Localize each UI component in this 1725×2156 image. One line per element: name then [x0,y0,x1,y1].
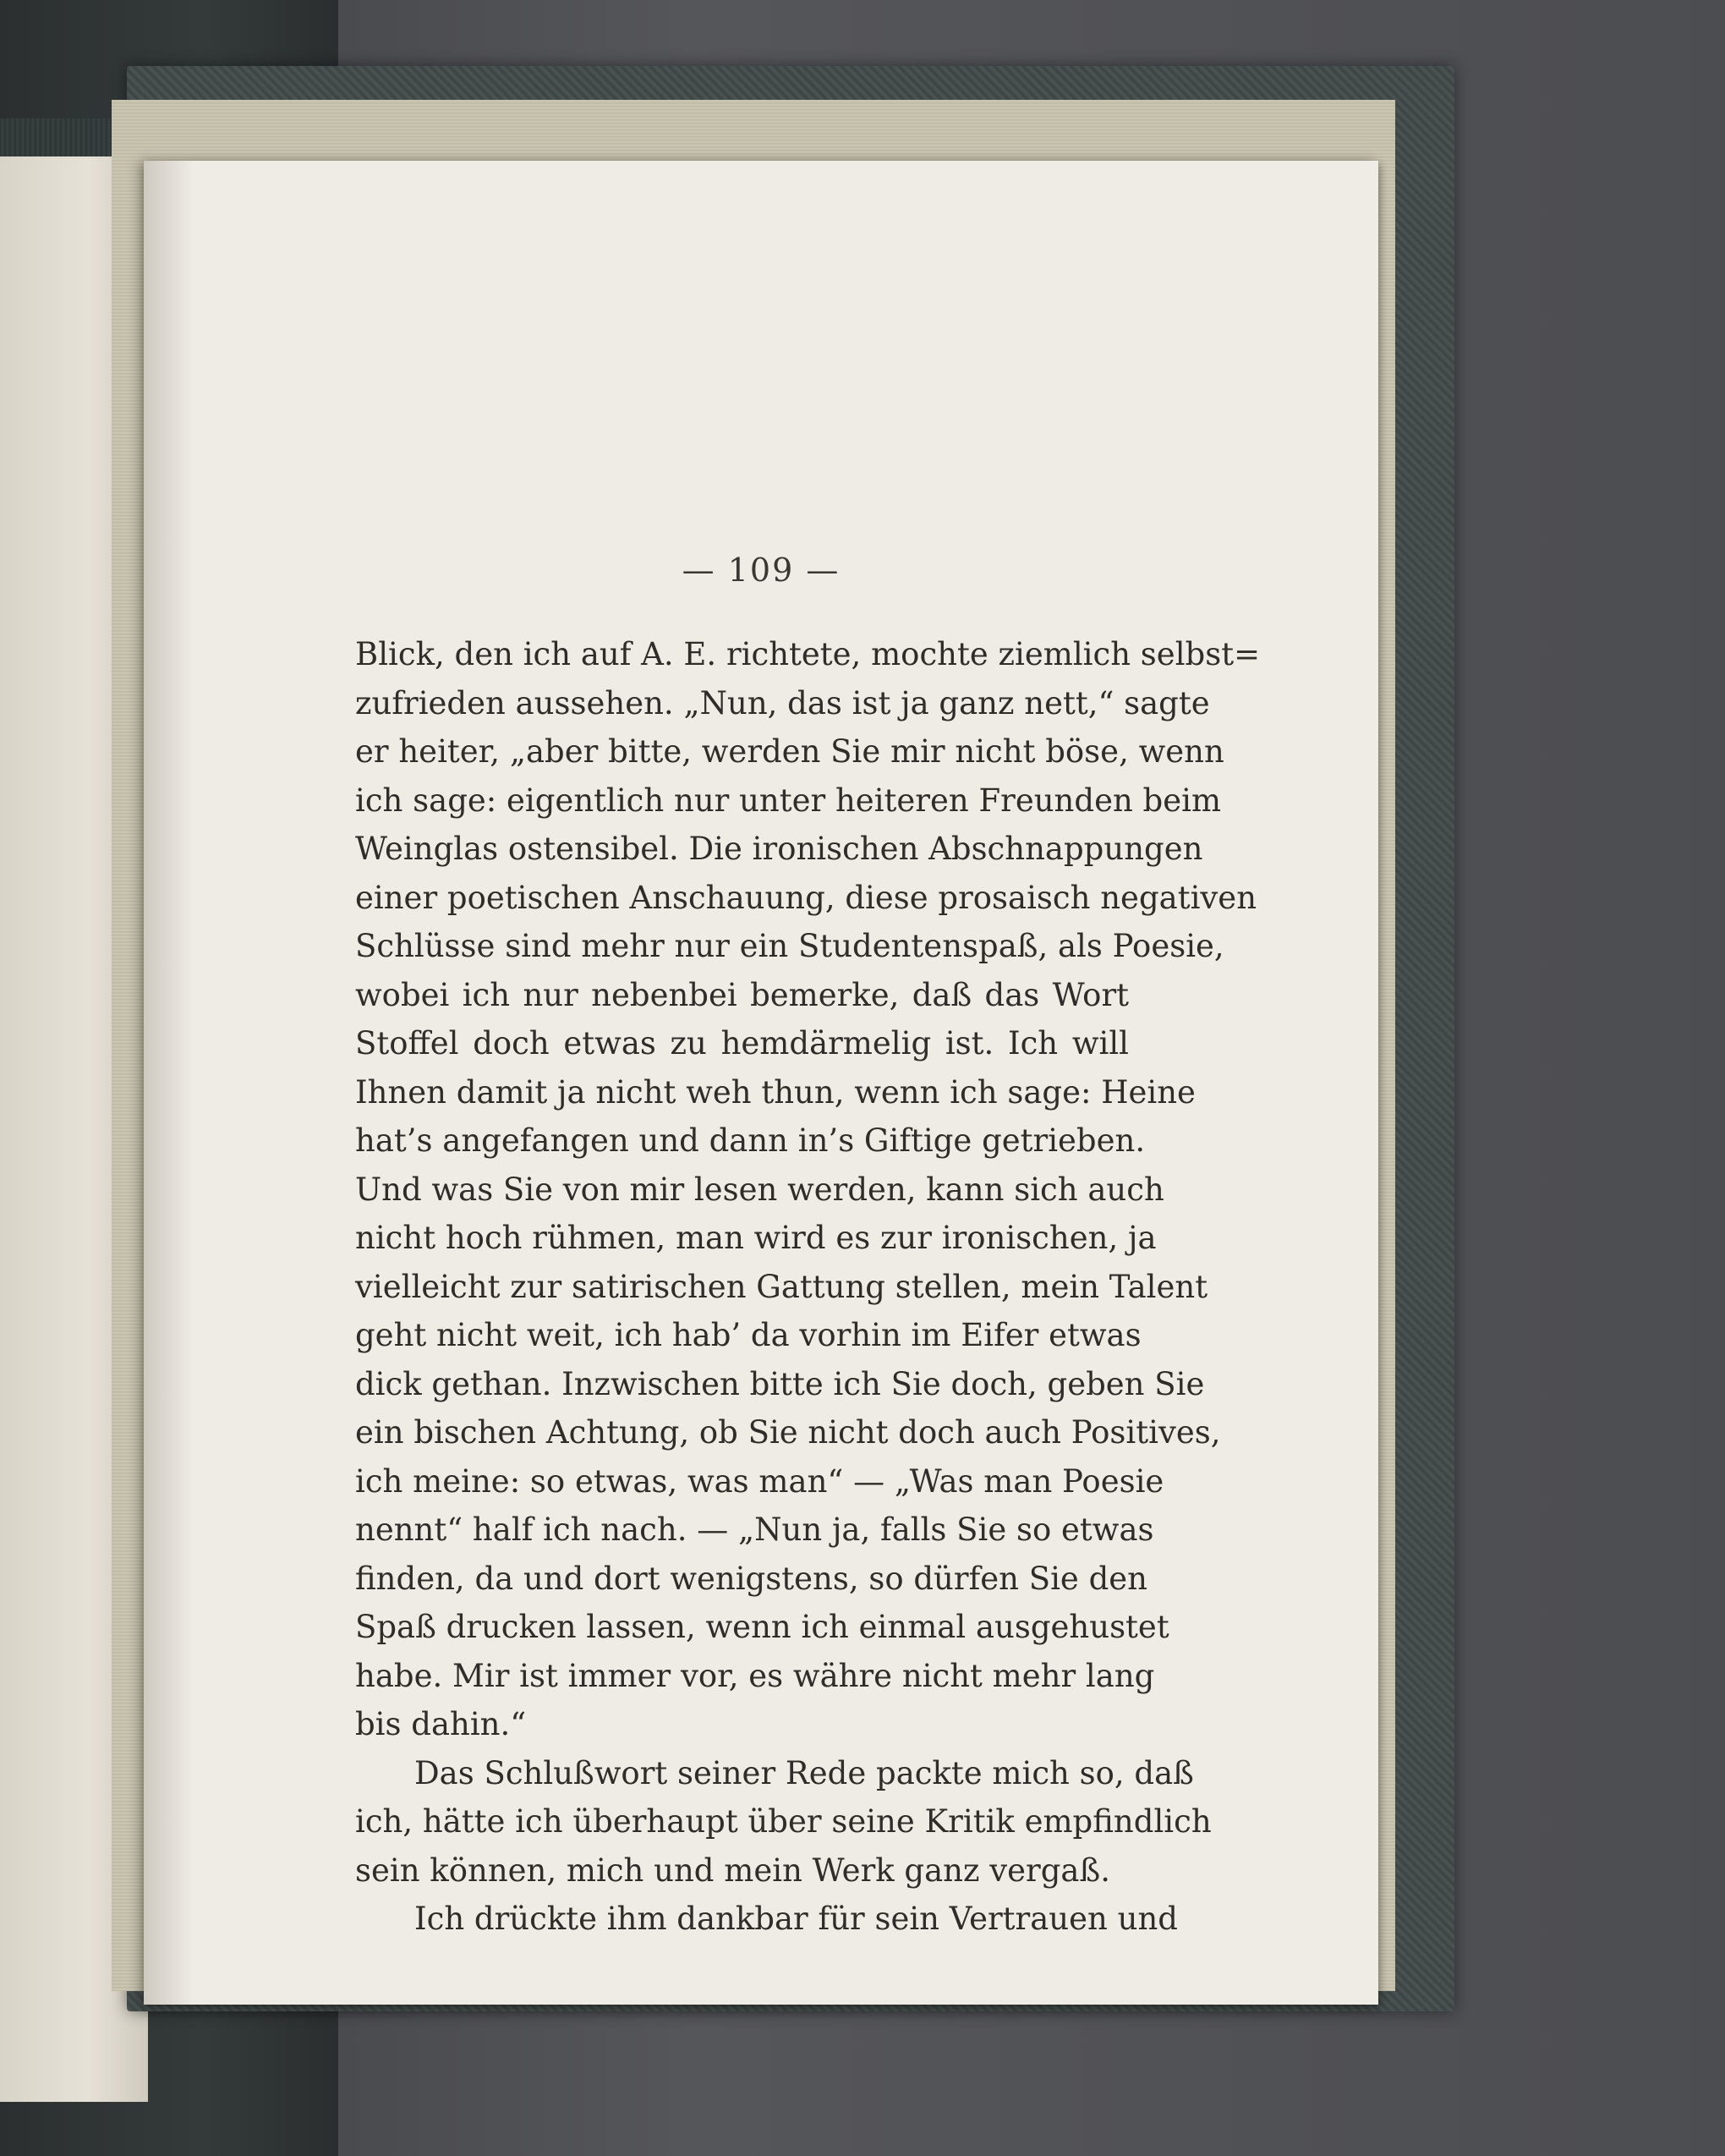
text-line: Ich drückte ihm dankbar für sein Vertrauen und [414,1901,1178,1937]
text-line: Blick, den ich auf A. E. richtete, mochte ziemlich selbst= [355,636,1261,672]
text-line: zufrieden aussehen. „Nun, das ist ja ganz nett,“ sagte [355,684,1210,721]
text-line: Und was Sie von mir lesen werden, kann sich auch [355,1171,1164,1208]
text-line: ich sage: eigentlich nur unter heiteren Freunden beim [355,782,1222,819]
text-line: hat’s angefangen und dann in’s Giftige getrieben. [355,1122,1146,1159]
text-line: habe. Mir ist immer vor, es währe nicht mehr lang [355,1657,1155,1694]
text-line: geht nicht weit, ich hab’ da vorhin im Eifer etwas [355,1317,1142,1353]
text-line: einer poetischen Anschauung, diese prosaisch negativen [355,879,1257,916]
text-line: finden, da und dort wenigstens, so dürfen Sie den [355,1560,1147,1597]
body-text [355,630,1261,1944]
text-line: wobei ich nur nebenbei bemerke, daß das Wort [355,976,1129,1013]
text-line: Weinglas ostensibel. Die ironischen Abschnappungen [355,831,1203,867]
text-line: ein bischen Achtung, ob Sie nicht doch auch Positives, [355,1414,1221,1451]
text-line: dick gethan. Inzwischen bitte ich Sie doch, geben Sie [355,1365,1205,1402]
text-line: ich, hätte ich überhaupt über seine Kritik empfindlich [355,1803,1212,1840]
text-line: Ihnen damit ja nicht weh thun, wenn ich sage: Heine [355,1073,1196,1111]
text-line: er heiter, „aber bitte, werden Sie mir nicht böse, wenn [355,733,1224,770]
text-line: nennt“ half ich nach. — „Nun ja, falls Sie so etwas [355,1511,1154,1548]
text-line: sein können, mich und mein Werk ganz vergaß. [355,1852,1110,1889]
text-line: ich meine: so etwas, was man“ — „Was man Poesie [355,1462,1164,1500]
text-line: Spaß drucken lassen, wenn ich einmal ausgehustet [355,1609,1169,1645]
book-page [144,161,1378,2005]
text-line: Das Schlußwort seiner Rede packte mich so, daß [414,1754,1194,1791]
text-line: nicht hoch rühmen, man wird es zur ironischen, ja [355,1220,1157,1256]
text-line: bis dahin.“ [355,1706,527,1742]
text-line: Schlüsse sind mehr nur ein Studentenspaß, als Poesie, [355,928,1224,964]
text-line: vielleicht zur satirischen Gattung stellen, mein Talent [355,1268,1208,1305]
gutter-shadow [144,161,194,2005]
page-number: — 109 — [682,551,841,589]
text-line: Stoffel doch etwas zu hemdärmelig ist. Ich will [355,1025,1129,1062]
